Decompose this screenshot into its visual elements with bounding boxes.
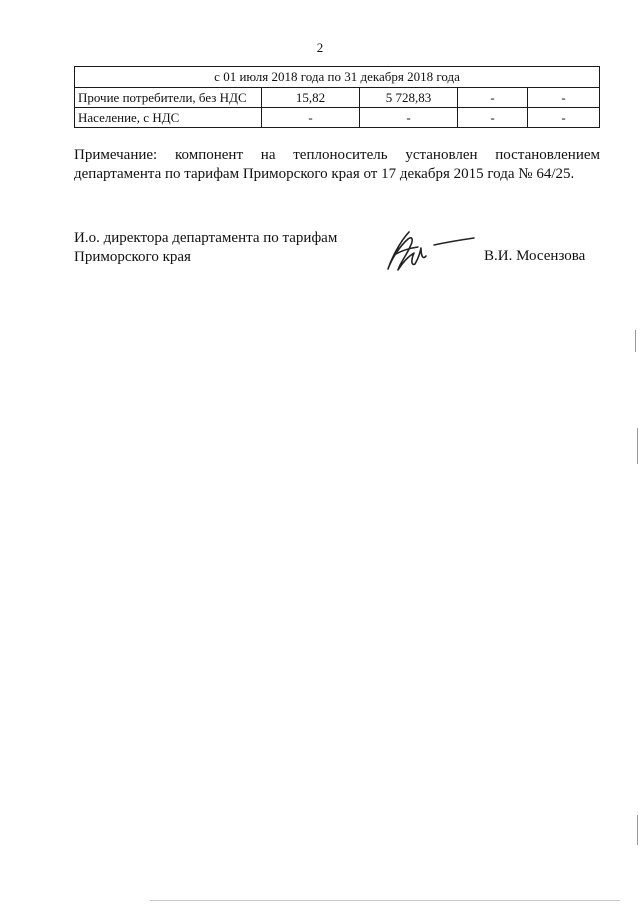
page-number: 2 xyxy=(316,40,324,55)
table-cell: - xyxy=(360,108,458,128)
table-cell: - xyxy=(528,88,600,108)
signer-name: В.И. Мосензова xyxy=(484,248,586,264)
tariff-table xyxy=(74,66,600,128)
scan-edge-mark xyxy=(637,815,638,845)
table-cell: - xyxy=(262,108,360,128)
note-line: департамента по тарифам Приморского края от 17 декабря 2015 года № 64/25. xyxy=(74,166,575,182)
consumer-name: Население, с НДС xyxy=(75,108,262,128)
signer-title xyxy=(74,229,337,267)
period-header: с 01 июля 2018 года по 31 декабря 2018 года xyxy=(75,67,600,88)
scan-edge-mark xyxy=(637,428,638,464)
table-cell: 15,82 xyxy=(262,88,360,108)
note-line: Примечание: компонент на теплоноситель установлен постановлением xyxy=(74,147,600,163)
table-row xyxy=(75,108,600,128)
scan-edge-mark xyxy=(150,900,620,901)
scan-edge-mark xyxy=(635,330,636,352)
handwritten-signature xyxy=(378,226,478,276)
table-row xyxy=(75,88,600,108)
consumer-name: Прочие потребители, без НДС xyxy=(75,88,262,108)
note-paragraph xyxy=(74,146,600,184)
table-cell: - xyxy=(458,88,528,108)
table-cell: - xyxy=(528,108,600,128)
table-cell: 5 728,83 xyxy=(360,88,458,108)
signer-title-line: И.о. директора департамента по тарифам xyxy=(74,230,338,246)
table-period-row xyxy=(75,67,600,88)
signer-title-line: Приморского края xyxy=(74,249,191,265)
table-cell: - xyxy=(458,108,528,128)
